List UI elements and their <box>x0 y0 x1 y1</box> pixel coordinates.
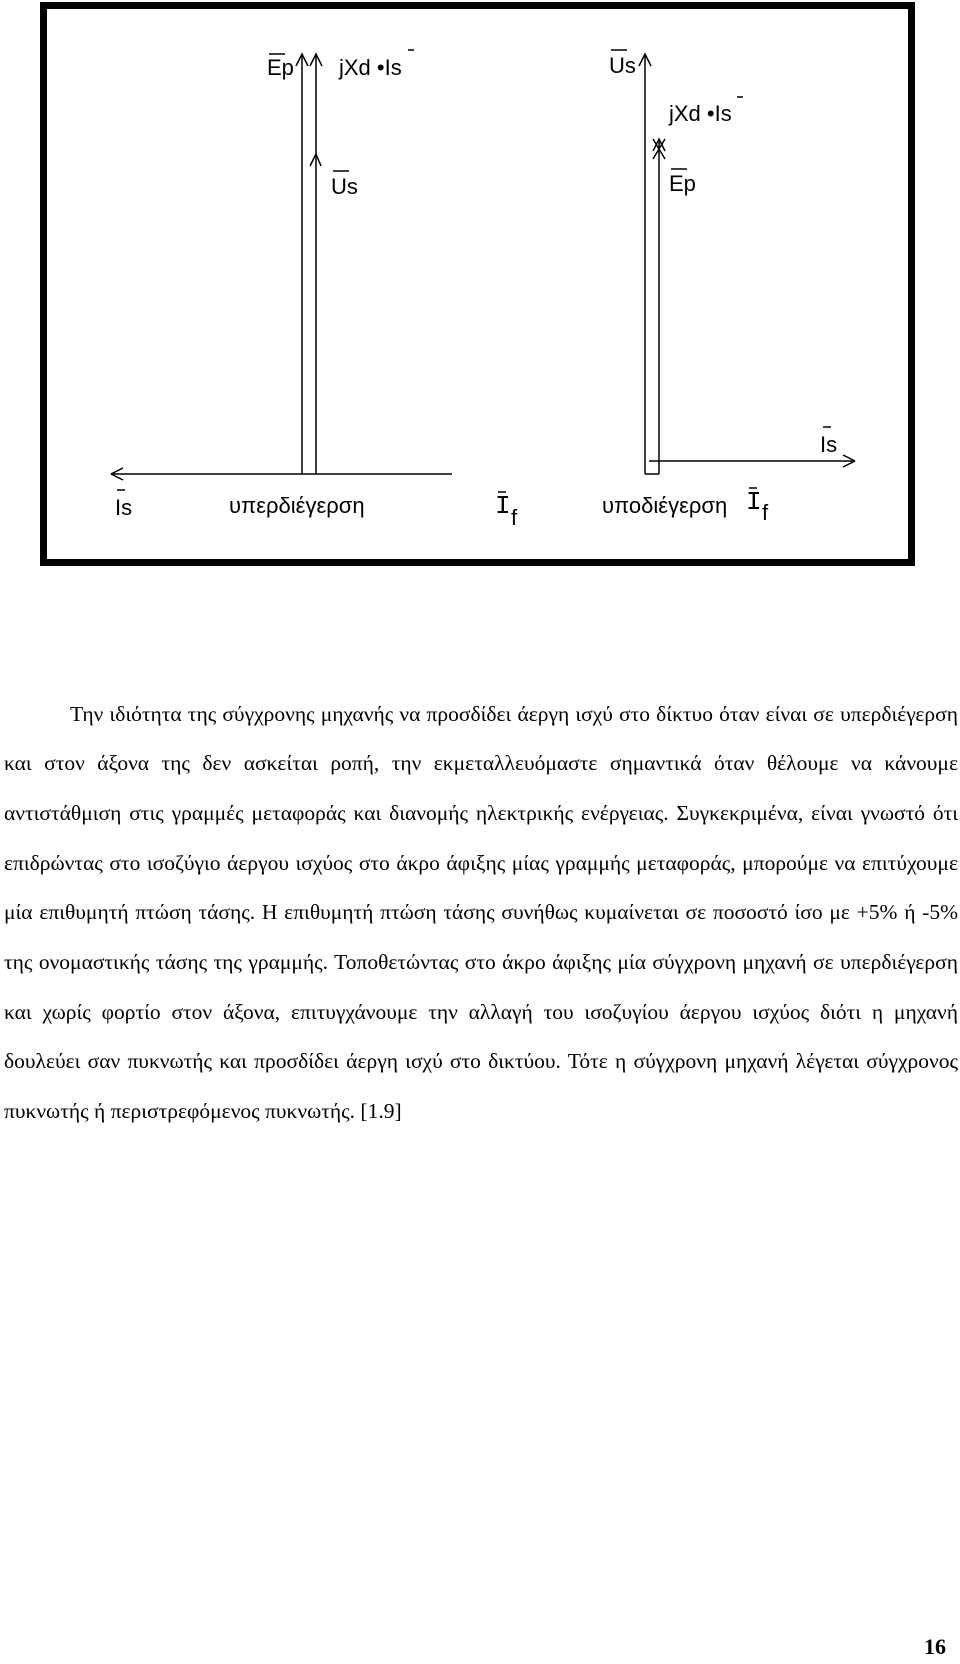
right-is-label: Is <box>820 432 838 457</box>
right-us-label: Us <box>609 53 636 78</box>
left-if-label: I <box>495 491 511 521</box>
right-if-subscript: f <box>762 500 769 525</box>
right-if-label: I <box>746 487 762 517</box>
right-jxd-is-label: jXd •Is <box>669 101 732 126</box>
left-jxd-is-label: jXd •Is <box>339 55 402 80</box>
phasor-diagrams <box>47 9 908 559</box>
left-is-label: Is <box>115 495 133 520</box>
right-ep-label: Ep <box>669 171 696 196</box>
left-if-subscript: f <box>511 505 518 530</box>
left-us-label: Us <box>331 174 358 199</box>
left-caption: υπερδιέγερση <box>229 493 365 518</box>
page-number: 16 <box>924 1634 946 1659</box>
body-paragraph: Την ιδιότητα της σύγχρονης μηχανής να προσδίδει άεργη ισχύ στο δίκτυο όταν είναι σε υπερδιέγερση και στον άξονα της δεν ασκείται ροπή, την εκμεταλλευόμαστε σημαντικά όταν θέλουμε να κάνουμε αντιστάθμιση στις γραμμές μεταφοράς και διανομής ηλεκτρικής ενέργειας. Συγκεκριμένα, είναι γνωστό ότι επιδρώντας στο ισοζύγιο άεργου ισχύος στο άκρο άφιξης μίας γραμμής μεταφοράς, μπορούμε να επιτύχουμε μία επιθυμητή πτώση τάσης. Η επιθυμητή πτώση τάσης συνήθως κυμαίνεται σε ποσοστό ίσο με +5% ή -5% της ονομαστικής τάσης της γραμμής. Τοποθετώντας στο άκρο άφιξης μία σύγχρονη μηχανή σε υπερδιέγερση και χωρίς φορτίο στον άξονα, επιτυγχάνουμε την αλλαγή του ισοζυγίου άεργου ισχύος διότι η μηχανή δουλεύει σαν πυκνωτής και προσδίδει άεργη ισχύ στο δικτύου. Τότε η σύγχρονη μηχανή λέγεται σύγχρονος πυκνωτής ή περιστρεφόμενος πυκνωτής. [1.9] <box>4 701 958 1124</box>
left-ep-label: Ep <box>267 55 294 80</box>
phasor-diagram-figure <box>40 2 915 566</box>
right-caption: υποδιέγερση <box>602 493 728 518</box>
